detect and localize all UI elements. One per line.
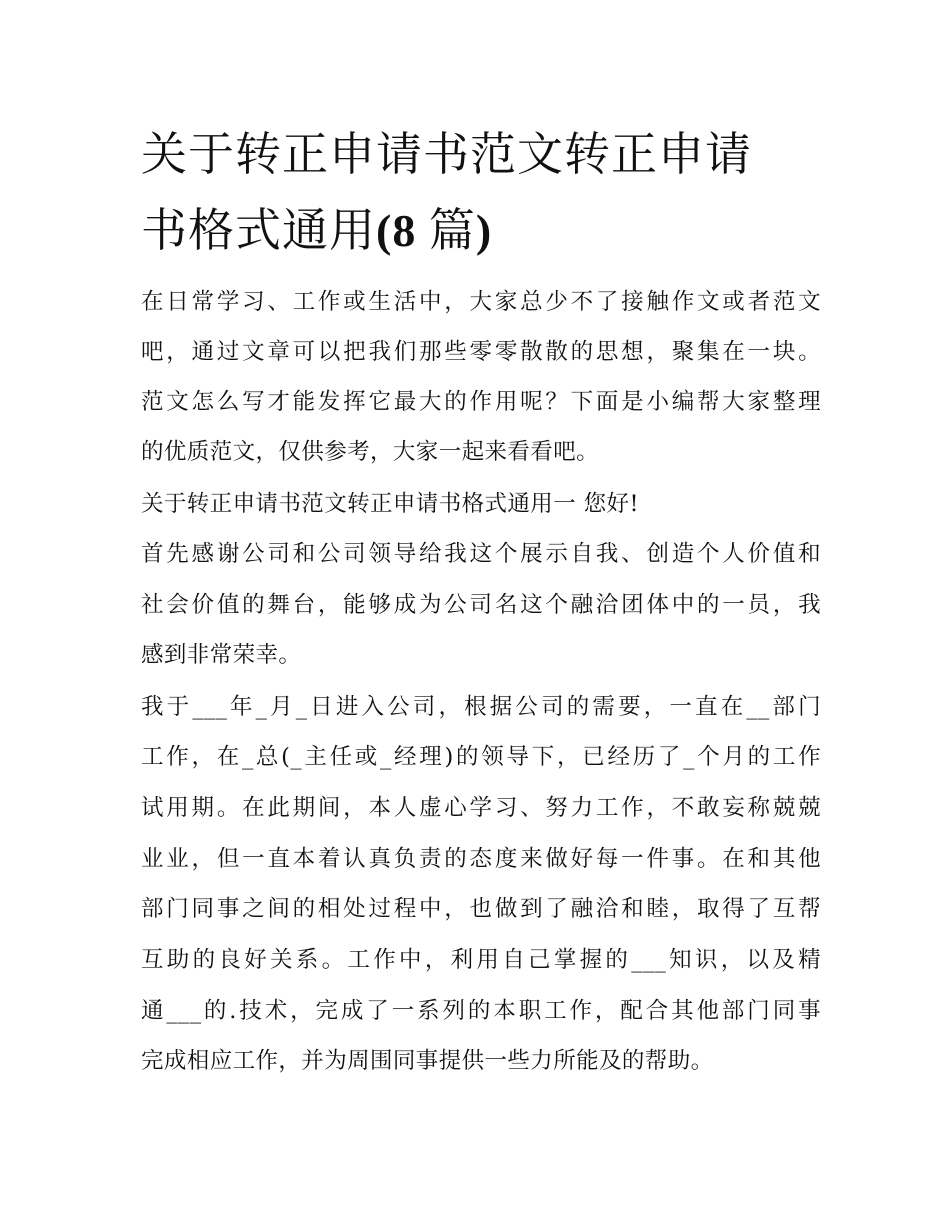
body-line-intro-4: 的优质范文，仅供参考，大家一起来看看吧。: [141, 439, 600, 465]
document-title: [141, 116, 821, 269]
body-line-work-8: 完成相应工作，并为周围同事提供一些力所能及的帮助。: [141, 1048, 714, 1074]
body-line-work-6: 互助的良好关系。工作中，利用自己掌握的___知识，以及精: [141, 947, 821, 973]
body-line-work-7: 通___的.技术，完成了一系列的本职工作，配合其他部门同事: [141, 998, 821, 1024]
body-line-thanks-3: 感到非常荣幸。: [141, 642, 302, 668]
title-line-2-number: (8: [376, 205, 429, 256]
body-line-thanks-1: 首先感谢公司和公司领导给我这个展示自我、创造个人价值和: [141, 541, 821, 567]
body-line-intro-3: 范文怎么写才能发挥它最大的作用呢？下面是小编帮大家整理: [141, 389, 821, 415]
body-line-thanks-2: 社会价值的舞台，能够成为公司名这个融洽团体中的一员，我: [141, 592, 821, 618]
body-line-work-5: 部门同事之间的相处过程中，也做到了融洽和睦，取得了互帮: [141, 896, 821, 922]
body-line-work-3: 试用期。在此期间，本人虚心学习、努力工作，不敢妄称兢兢: [141, 795, 821, 821]
title-line-2-measure: 篇: [428, 203, 476, 257]
section-heading-1: 关于转正申请书范文转正申请书格式通用一 您好!: [141, 491, 639, 517]
title-line-2-text: 书格式通用: [141, 203, 376, 257]
body-line-work-1: 我于___年_月_日进入公司，根据公司的需要，一直在__部门: [141, 694, 821, 720]
body-line-work-2: 工作，在_总(_主任或_经理)的领导下，已经历了_个月的工作: [141, 744, 821, 770]
body-line-intro-1: 在日常学习、工作或生活中，大家总少不了接触作文或者范文: [141, 289, 821, 315]
body-line-work-4: 业业，但一直本着认真负责的态度来做好每一件事。在和其他: [141, 846, 821, 872]
title-line-2-close: ): [475, 205, 493, 256]
body-line-intro-2: 吧，通过文章可以把我们那些零零散散的思想，聚集在一块。: [141, 339, 821, 365]
title-line-1: 关于转正申请书范文转正申请: [141, 127, 752, 181]
